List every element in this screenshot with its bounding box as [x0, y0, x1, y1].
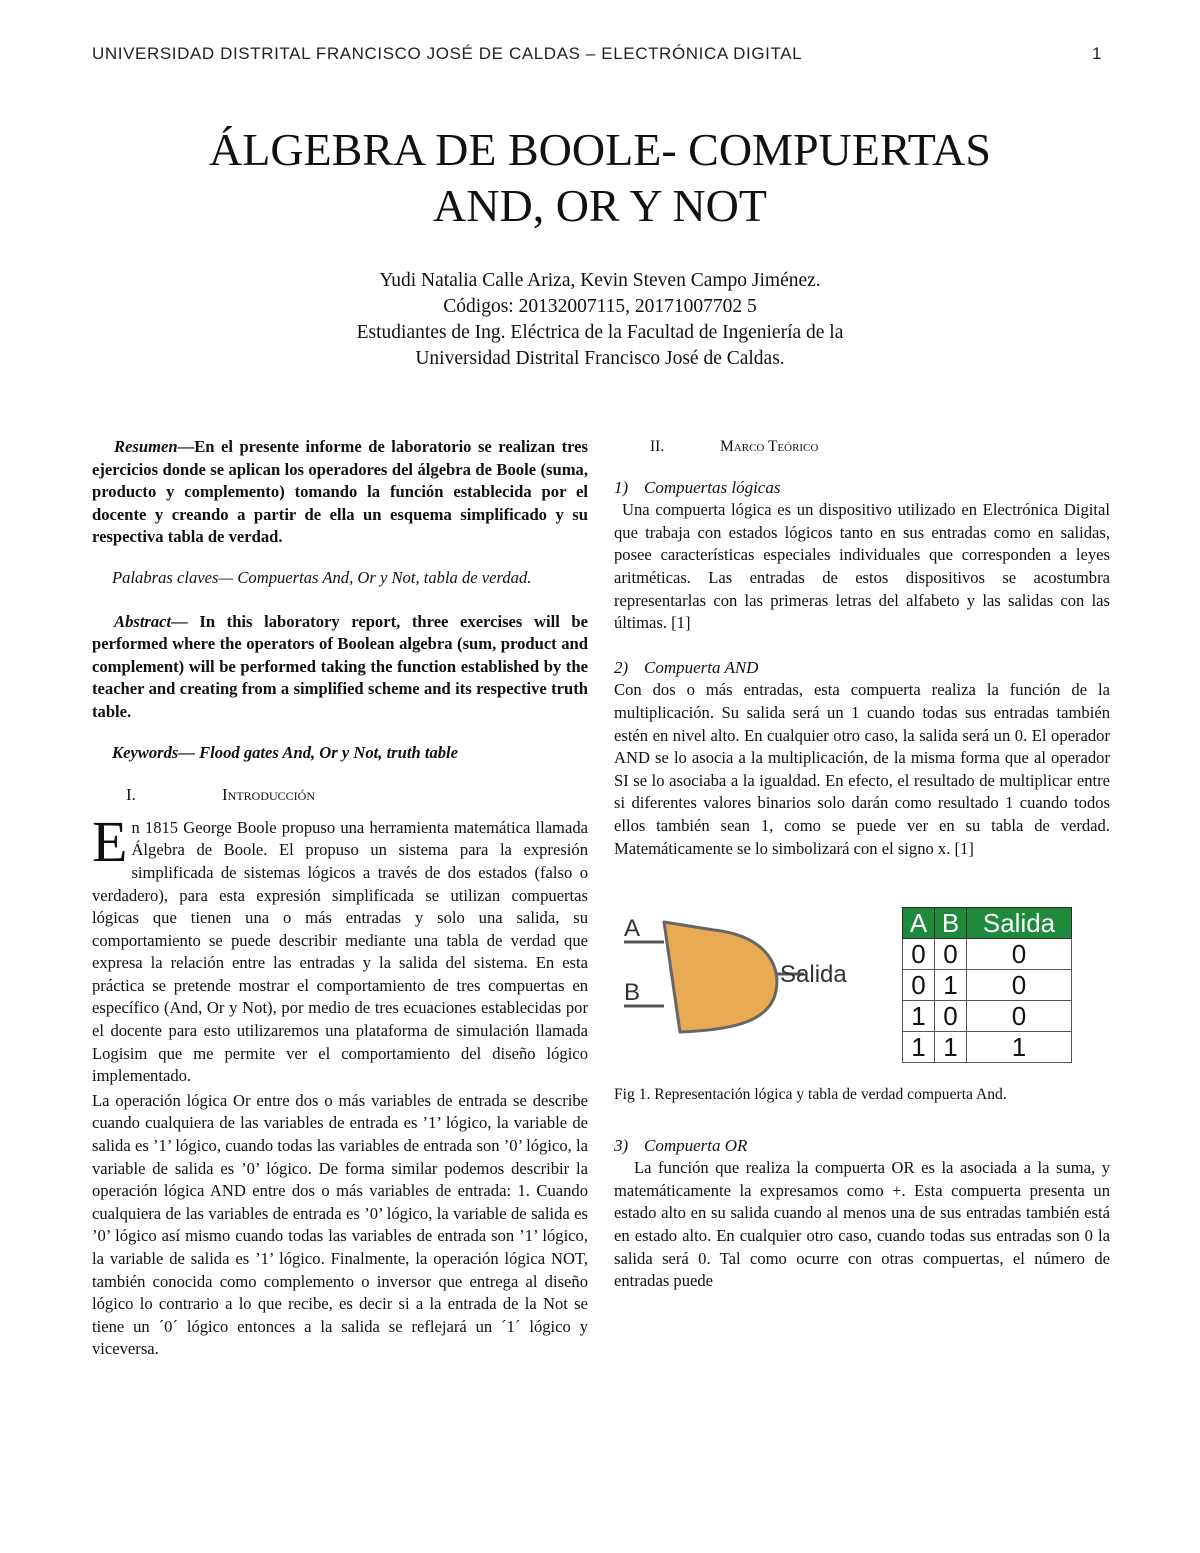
subsection-title: Compuerta OR [644, 1135, 748, 1155]
intro-paragraph-1 [92, 808, 588, 1088]
truth-table-cell: 1 [903, 1001, 935, 1032]
author-names: Yudi Natalia Calle Ariza, Kevin Steven Campo Jiménez. [379, 270, 821, 291]
section-number: I. [126, 785, 136, 805]
subsection-heading-compuertas-logicas [614, 477, 1110, 500]
subsection-title: Compuertas lógicas [644, 477, 781, 497]
subsection-number: 2) [614, 657, 629, 677]
author-block [0, 268, 1200, 372]
truth-table [902, 907, 1072, 1063]
truth-table-cell: 1 [935, 1032, 967, 1063]
truth-table-header-row [903, 908, 1072, 939]
intro-text-1: n 1815 George Boole propuso una herramienta matemática llamada Álgebra de Boole. El propuso un sistema para la expresión simplificada de sistemas lógicos a través de dos estados (falso o verdadero), para esta expresión simplificada se utilizan compuertas lógicas que tienen una o más entradas y solo una salida, su comportamiento se puede describir mediante una tabla de verdad que expresa la relación entre las entradas y la salida del sistema. En esta práctica se pretende mostrar el comportamiento de tres compuertas en específico (And, Or y Not), por medio de tres ecuaciones establecidas por el docente para esto utilizaremos una plataforma de simulación llamada Logisim que me permite ver el comportamiento del diseño lógico implementado. [92, 817, 588, 1086]
page-number: 1 [1091, 44, 1102, 63]
truth-table-row [903, 1032, 1072, 1063]
truth-table-header-salida: Salida [967, 908, 1072, 939]
truth-table-row [903, 939, 1072, 970]
affiliation-line-2: Universidad Distrital Francisco José de Caldas. [415, 348, 785, 369]
truth-table-cell: 1 [903, 1032, 935, 1063]
truth-table-header-a: A [903, 908, 935, 939]
running-title: UNIVERSIDAD DISTRITAL FRANCISCO JOSÉ DE CALDAS – ELECTRÓNICA DIGITAL [92, 44, 803, 63]
truth-table-cell: 0 [935, 1001, 967, 1032]
resumen-text: —En el presente informe de laboratorio se realizan tres ejercicios donde se aplican los operadores del álgebra de Boole (suma, producto y complemento) tomando la función establecida por el docente y creando a partir de ella un esquema simplificado y su respectiva tabla de verdad. [92, 437, 588, 547]
subsection-number: 3) [614, 1135, 629, 1155]
section-heading-introduccion [92, 784, 588, 807]
truth-table-cell: 0 [967, 939, 1072, 970]
abstract-label: Abstract [114, 611, 172, 631]
title-line-2: AND, OR Y NOT [433, 180, 767, 231]
truth-table-cell: 0 [903, 939, 935, 970]
drop-cap: E [92, 808, 128, 874]
paragraph-compuerta-and: Con dos o más entradas, esta compuerta realiza la función de la multiplicación. Su salida será un 1 cuando todas sus entradas también estén en nivel alto. En cualquier otro caso, la salida será un 0. El operador AND se lo asocia a la multiplicación, de la misma forma que al operador SI se lo asociaba a la igualdad. En efecto, el resultado de multiplicar entre si diferentes valores binarios solo darán como resultado 1 cuando todos ellos también sean 1, como se puede ver en su tabla de verdad. Matemáticamente se lo simbolizará con el signo x. [1] [614, 680, 1110, 858]
left-column [92, 436, 588, 1361]
truth-table-cell: 0 [967, 970, 1072, 1001]
section-title: Marco Teórico [720, 438, 819, 455]
figure-caption: Fig 1. Representación lógica y tabla de verdad compuerta And. [614, 1086, 1007, 1104]
author-codes: Códigos: 20132007115, 20171007702 5 [443, 296, 757, 317]
abstract-text: — In this laboratory report, three exercises will be performed where the operators of Boolean algebra (sum, product and complement) will be performed taking the function established by the teacher and creating from a simplified scheme and its respective truth table. [92, 611, 588, 721]
running-header [92, 44, 1108, 64]
gate-input-b-label: B [624, 979, 641, 1007]
paragraph-compuertas-logicas: Una compuerta lógica es un dispositivo utilizado en Electrónica Digital que trabaja con estados lógicos tanto en sus entradas como en salidas, posee características especiales individuales que corresponden a leyes aritméticas. Las entradas de estos dispositivos se acostumbra representarlas con las primeras letras del alfabeto y las salidas con las últimas. [1] [614, 500, 1110, 633]
truth-table-row [903, 1001, 1072, 1032]
section-number: II. [650, 438, 665, 455]
and-gate-body [664, 922, 777, 1032]
intro-paragraph-2: La operación lógica Or entre dos o más variables de entrada se describe cuando cualquiera de las variables de entrada es ’1’ lógico, la variable de salida es ’1’ lógico, cuando todas las variables de entrada son ’0’ lógico, la variable de salida es ’0’ lógico. De forma similar podemos describir la operación lógica AND entre dos o más variables de entrada: 1. Cuando cualquiera de las variables de entrada es ’0’ lógico, la variable de salida es ’0’ lógico así mismo cuando todas las variables de entrada son ’1’ lógico, la variable de salida es ’1’ lógico. Finalmente, la operación lógica NOT, también conocida como complemento o inversor que entrega al diseño lógico lo contrario a lo que recibe, es decir si a la entrada de la Not se tiene un ´0´ lógico entonces a la salida se reflejará un ´1´ lógico y viceversa. [92, 1090, 588, 1359]
and-gate-figure [614, 900, 1110, 1080]
truth-table-cell: 1 [967, 1032, 1072, 1063]
truth-table-cell: 0 [967, 1001, 1072, 1032]
section-heading-marco-teorico [614, 436, 1110, 459]
and-gate-diagram [614, 900, 894, 1080]
gate-input-a-label: A [624, 915, 641, 943]
paper-title [0, 122, 1200, 234]
gate-output-label: Salida [780, 961, 847, 989]
subsection-number: 1) [614, 477, 629, 497]
truth-table-cell: 0 [935, 939, 967, 970]
subsection-heading-compuerta-and [614, 657, 1110, 680]
affiliation-line-1: Estudiantes de Ing. Eléctrica de la Facultad de Ingeniería de la [356, 322, 844, 343]
palabras-claves: Palabras claves— Compuertas And, Or y Not, tabla de verdad. [112, 567, 532, 587]
truth-table-cell: 1 [935, 970, 967, 1001]
section-title: Introducción [222, 785, 315, 805]
truth-table-cell: 0 [903, 970, 935, 1001]
truth-table-header-b: B [935, 908, 967, 939]
resumen-label: Resumen [114, 437, 178, 456]
keywords: Keywords— Flood gates And, Or y Not, truth table [112, 742, 459, 762]
truth-table-row [903, 970, 1072, 1001]
subsection-title: Compuerta AND [644, 657, 759, 677]
right-column [614, 436, 1110, 1293]
subsection-heading-compuerta-or [614, 1135, 1110, 1158]
resumen [92, 436, 588, 549]
paragraph-compuerta-or: La función que realiza la compuerta OR es la asociada a la suma, y matemáticamente la expresamos como +. Esta compuerta presenta un estado alto en su salida cuando al menos una de sus entradas también está en estado alto. En cualquier otro caso, cuando todas sus entradas son 0 la salida será 0. Tal como ocurre con otras compuertas, el número de entradas puede [614, 1158, 1110, 1291]
title-line-1: ÁLGEBRA DE BOOLE- COMPUERTAS [209, 124, 991, 175]
abstract [92, 611, 588, 724]
